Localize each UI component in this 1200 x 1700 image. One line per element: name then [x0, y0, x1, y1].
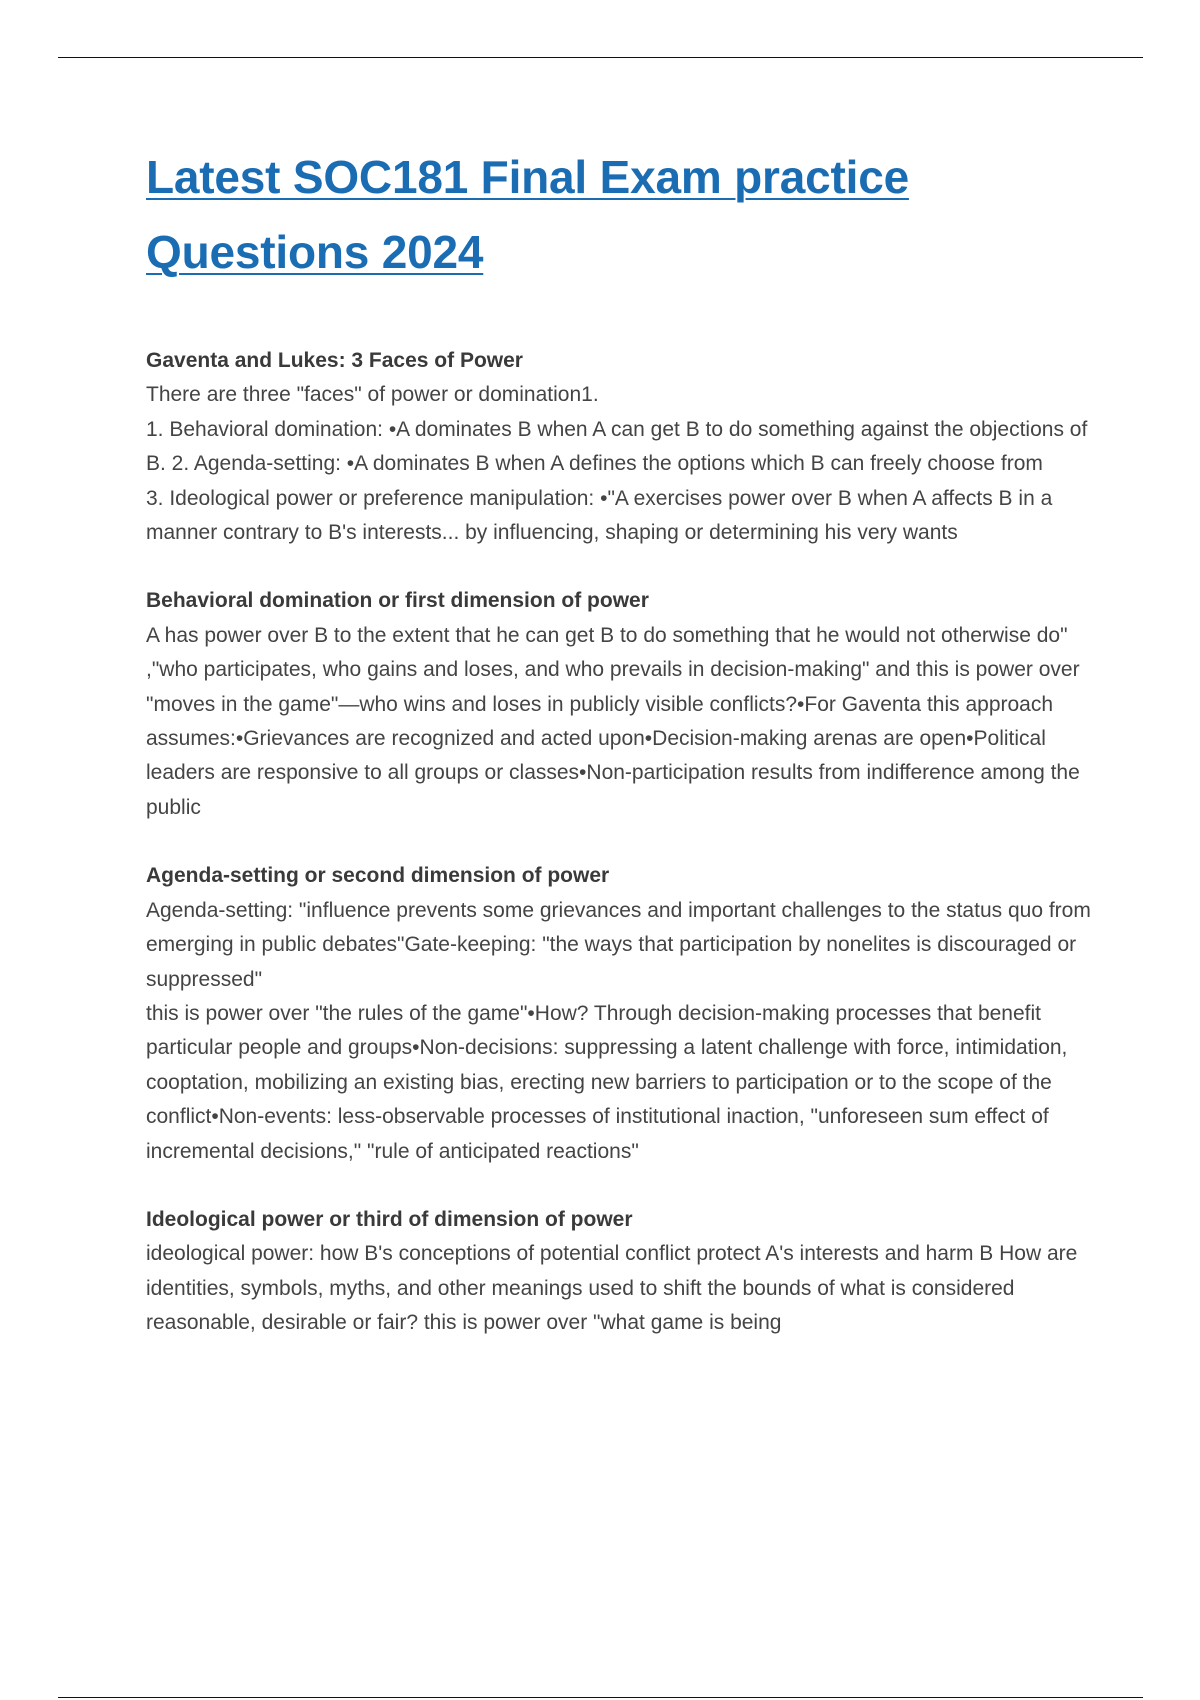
- section-third-dimension: [146, 1203, 1091, 1341]
- section-three-faces-of-power: [146, 344, 1091, 550]
- top-rule: [58, 57, 1143, 58]
- section-paragraph: There are three "faces" of power or domination1.: [146, 383, 599, 407]
- section-heading: Behavioral domination or first dimension of power: [146, 589, 649, 613]
- document-title[interactable]: Latest SOC181 Final Exam practice Questions 2024: [146, 151, 909, 278]
- section-paragraph: Agenda-setting: "influence prevents some grievances and important challenges to the status quo from emerging in public debates"Gate-keeping: "the ways that participation by nonelites is discouraged or suppressed": [146, 898, 1091, 991]
- section-heading: Gaventa and Lukes: 3 Faces of Power: [146, 349, 523, 372]
- section-heading: Ideological power or third of dimension of power: [146, 1207, 633, 1231]
- section-paragraph: A has power over B to the extent that he can get B to do something that he would not otherwise do" ,"who participates, who gains and loses, and who prevails in decision-making" and this is power over "moves in the game"—who wins and loses in publicly visible conflicts?•For Gaventa this approach assumes:•Grievances are recognized and acted upon•Decision-making arenas are open•Political leaders are responsive to all groups or classes•Non-participation results from indifference among the public: [146, 623, 1080, 819]
- section-paragraph: this is power over "the rules of the game"•How? Through decision-making processes that benefit particular people and groups•Non-decisions: suppressing a latent challenge with force, intimidation, cooptation, mobilizing an existing bias, erecting new barriers to participation or to the scope of the conflict•Non-events: less-observable processes of institutional inaction, "unforeseen sum effect of incremental decisions," "rule of anticipated reactions": [146, 1001, 1068, 1163]
- section-first-dimension: [146, 584, 1091, 825]
- section-paragraph: ideological power: how B's conceptions of potential conflict protect A's interests and harm B How are identities, symbols, myths, and other meanings used to shift the bounds of what is considered reasonable, desirable or fair? this is power over "what game is being: [146, 1242, 1078, 1335]
- section-paragraph: 3. Ideological power or preference manipulation: •"A exercises power over B when A affects B in a manner contrary to B's interests... by influencing, shaping or determining his very wants: [146, 486, 1053, 545]
- section-heading: Agenda-setting or second dimension of power: [146, 864, 610, 888]
- document-body: [146, 140, 1091, 1375]
- section-second-dimension: [146, 859, 1091, 1169]
- section-paragraph: 1. Behavioral domination: •A dominates B when A can get B to do something against the objections of B. 2. Agenda-setting: •A dominates B when A defines the options which B can freely choose from: [146, 417, 1088, 476]
- bottom-rule: [58, 1697, 1143, 1698]
